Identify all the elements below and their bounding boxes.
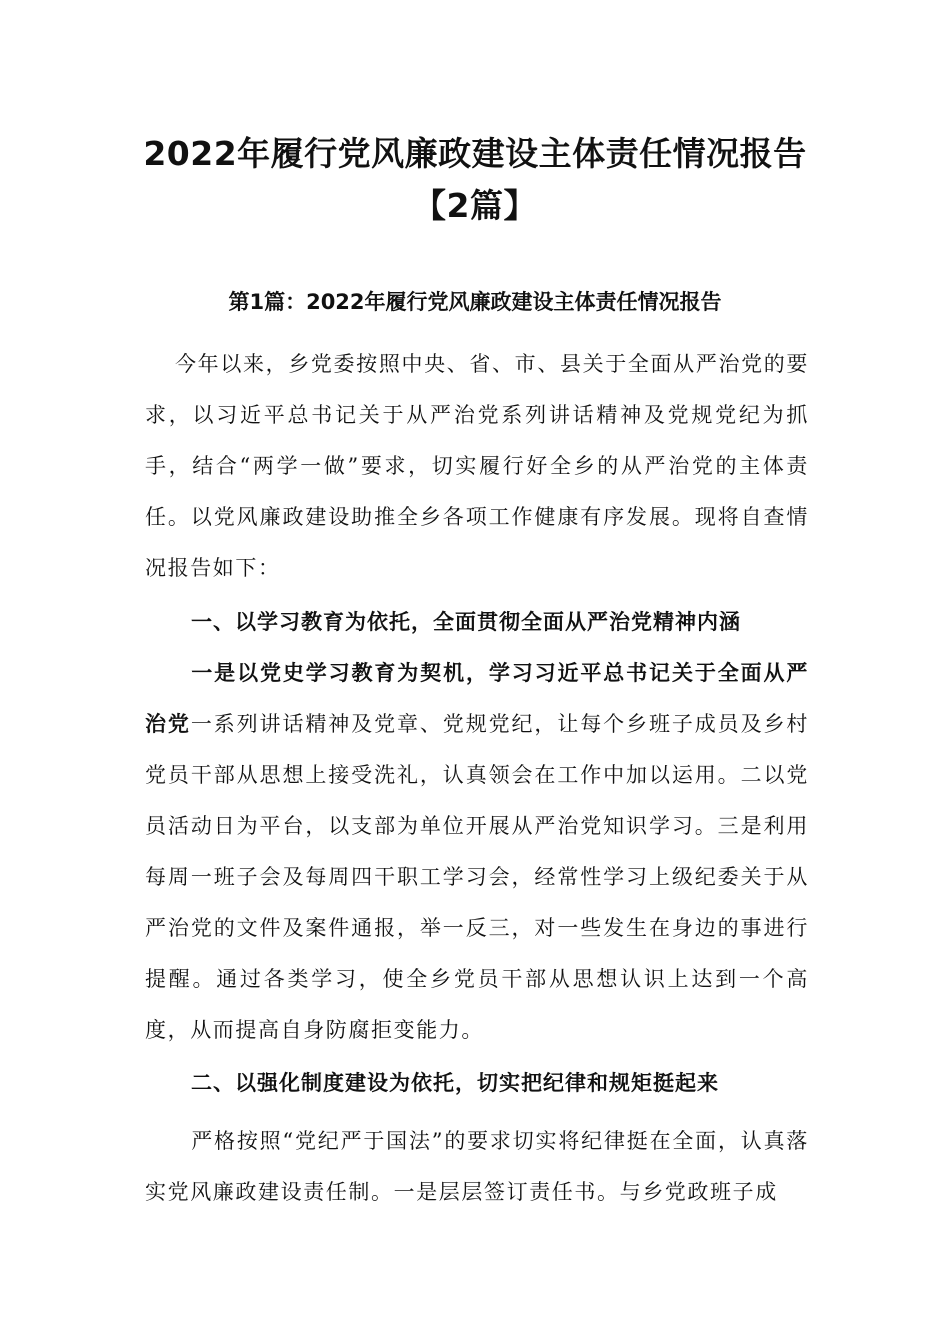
- section-2-body-text: 严格按照“党纪严于国法”的要求切实将纪律挺在全面，认真落实党风廉政建设责任制。一是层层签订责任书。与乡党政班子成: [145, 1129, 809, 1204]
- section-1-lead-sentence: 一是以党史学习教育为契机，学习习近平总书记关于全面从严治党: [145, 661, 809, 736]
- intro-paragraph-text: 今年以来，乡党委按照中央、省、市、县关于全面从严治党的要求，以习近平总书记关于从严治党系列讲话精神及党规党纪为抓手，结合“两学一做”要求，切实履行好全乡的从严治党的主体责任。以党风廉政建设助推全乡各项工作健康有序发展。现将自查情况报告如下：: [145, 352, 809, 580]
- section-1-paragraph: [145, 648, 809, 1056]
- intro-paragraph: [145, 339, 809, 594]
- document-title: 2022年履行党风廉政建设主体责任情况报告【2篇】: [143, 134, 807, 225]
- section-2-paragraph: [145, 1116, 809, 1218]
- section-2-heading-text: 二、以强化制度建设为依托，切实把纪律和规矩挺起来: [191, 1071, 719, 1095]
- section-2-heading: [145, 1058, 809, 1109]
- section-1-heading-text: 一、以学习教育为依托，全面贯彻全面从严治党精神内涵: [191, 610, 741, 634]
- chapter-title: 第1篇：2022年履行党风廉政建设主体责任情况报告: [228, 290, 722, 314]
- section-1-heading: [145, 597, 809, 648]
- section-1-body-text: 一系列讲话精神及党章、党规党纪，让每个乡班子成员及乡村党员干部从思想上接受洗礼，认真领会在工作中加以运用。二以党员活动日为平台，以支部为单位开展从严治党知识学习。三是利用每周一班子会及每周四干职工学习会，经常性学习上级纪委关于从严治党的文件及案件通报，举一反三，对一些发生在身边的事进行提醒。通过各类学习，使全乡党员干部从思想认识上达到一个高度，从而提高自身防腐拒变能力。: [145, 712, 810, 1042]
